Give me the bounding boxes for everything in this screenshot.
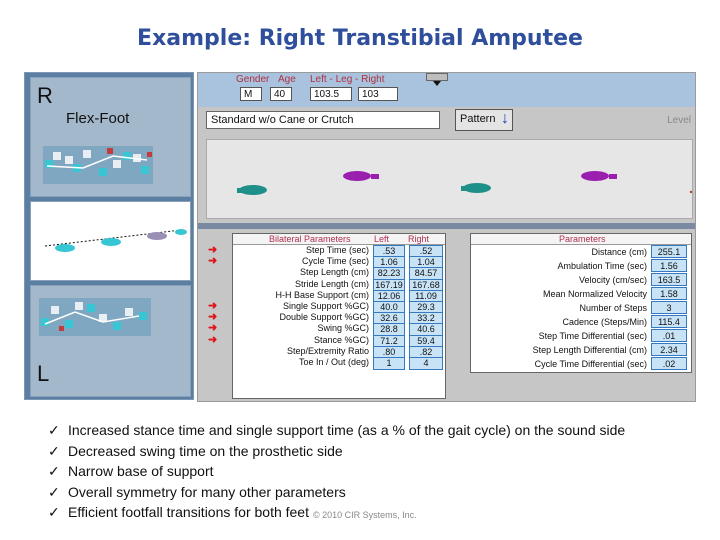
parameter-label: Step Length Differential (cm) [532,345,647,355]
table-row [471,329,691,343]
footfall-overview-graphic [31,202,192,282]
list-item [48,461,718,482]
right-value: 40.6 [409,323,443,336]
right-value: 29.3 [409,301,443,314]
findings-list [48,420,718,523]
table-row [471,301,691,315]
table-row [471,357,691,371]
table-row [233,256,445,267]
list-item [48,441,718,462]
left-value: 1 [373,357,405,370]
right-value: 33.2 [409,312,443,325]
footprints-graphic [207,140,694,220]
table-row [471,259,691,273]
parameter-label: Stance %GC) [313,334,369,345]
table-row [233,346,445,357]
check-mark-icon: ✓ [48,442,60,459]
right-value: 4 [409,357,443,370]
parameter-value: .01 [651,329,687,342]
left-value: 12.06 [373,290,405,303]
parameter-label: Toe In / Out (deg) [298,356,369,367]
dropdown-button[interactable] [426,73,448,81]
table-row [471,273,691,287]
right-value: .52 [409,245,443,258]
left-value: 28.8 [373,323,405,336]
parameter-label: Step Length (cm) [299,267,369,278]
parameter-label: Cadence (Steps/Min) [562,317,647,327]
leg-length-label: Left - Leg - Right [310,74,385,85]
right-value: 84.57 [409,267,443,280]
right-leg-field[interactable]: 103 [358,87,398,101]
red-arrow-icon: ➜ [208,333,218,346]
left-value: 32.6 [373,312,405,325]
right-column-header: Right [408,234,430,244]
parameter-label: Step Time Differential (sec) [538,331,647,341]
gender-label: Gender [236,74,270,85]
table-row [471,343,691,357]
left-column-header: Left [374,234,390,244]
parameter-label: Distance (cm) [591,247,647,257]
table-row [471,315,691,329]
device-label: Flex-Foot [66,110,130,127]
footfall-overview [30,201,191,281]
red-arrow-icon: ➜ [208,311,218,324]
right-value: 1.04 [409,256,443,269]
finding-text: Increased stance time and single support time (as a % of the gait cycle) on the sound side [68,422,626,438]
left-value: 71.2 [373,335,405,348]
left-value: 167.19 [373,279,405,292]
bilateral-title: Bilateral Parameters [269,234,351,244]
red-arrow-icon: ➜ [208,255,218,268]
parameter-label: Number of Steps [579,303,647,313]
table-row [233,245,445,256]
level-label: Level [667,115,691,126]
parameter-label: Cycle Time Differential (sec) [534,359,647,369]
table-row [233,357,445,368]
parameter-label: Mean Normalized Velocity [542,289,647,299]
parameters-table [470,233,692,373]
finding-text: Decreased swing time on the prosthetic side [68,442,343,459]
parameter-label: H-H Base Support (cm) [275,289,369,300]
table-row [233,312,445,323]
check-mark-icon: ✓ [48,483,60,500]
right-side-label: R [37,83,53,108]
parameter-value: 2.34 [651,343,687,356]
right-pressure-map-graphic [31,78,192,198]
table-row [233,267,445,278]
table-row [233,335,445,346]
parameter-label: Step/Extremity Ratio [286,345,369,356]
pattern-button-label: Pattern [460,113,496,125]
parameter-value: 3 [651,301,687,314]
finding-text: Overall symmetry for many other parameters [68,483,346,500]
parameter-label: Ambulation Time (sec) [557,261,647,271]
left-value: 40.0 [373,301,405,314]
patient-header [198,73,696,107]
left-value: 1.06 [373,256,405,269]
parameter-label: Single Support %GC) [282,300,369,311]
check-mark-icon: ✓ [48,463,60,479]
parameter-label: Double Support %GC) [279,312,369,323]
parameter-label: Cycle Time (sec) [301,256,369,267]
triangle-down-icon [427,81,447,87]
check-mark-icon: ✓ [48,504,60,520]
bilateral-header-row [233,234,445,245]
parameter-value: 163.5 [651,273,687,286]
parameter-value: 115.4 [651,315,687,328]
slide-title: Example: Right Transtibial Amputee [137,26,583,51]
red-arrow-icon: ➜ [208,322,218,335]
parameter-label: Step Time (sec) [305,245,369,255]
right-pressure-map [30,77,191,197]
condition-field[interactable]: Standard w/o Cane or Crutch [206,111,440,129]
table-row [471,245,691,259]
table-row [233,279,445,290]
right-value: .82 [409,346,443,359]
table-row [471,287,691,301]
parameter-value: 1.58 [651,287,687,300]
table-row [233,290,445,301]
right-value: 59.4 [409,335,443,348]
red-arrow-icon: ➜ [208,244,218,256]
right-value: 167.68 [409,279,443,292]
age-label: Age [278,74,296,85]
parameter-label: Stride Length (cm) [294,278,369,289]
section-divider [198,223,696,229]
table-row [233,301,445,312]
parameter-label: Swing %GC) [317,323,369,334]
left-value: 82.23 [373,267,405,280]
table-row [233,323,445,334]
copyright-notice: © 2010 CIR Systems, Inc. [313,510,417,520]
left-pressure-map [30,285,191,397]
arrow-down-icon: ↓ [501,110,509,127]
parameters-header-row [471,234,691,245]
list-item [48,420,718,441]
red-arrow-icon: ➜ [208,300,218,312]
parameter-value: .02 [651,357,687,370]
left-leg-field[interactable]: 103.5 [310,87,352,101]
finding-text: Narrow base of support [68,463,214,479]
left-side-label: L [37,361,50,386]
left-value: .53 [373,245,405,258]
pattern-button[interactable] [455,109,513,131]
parameter-value: 255.1 [651,245,687,258]
finding-text: Efficient footfall transitions for both feet [68,504,309,520]
parameters-title: Parameters [559,234,606,244]
left-value: .80 [373,346,405,359]
gender-field[interactable]: M [240,87,262,101]
age-field[interactable]: 40 [270,87,292,101]
parameter-value: 1.56 [651,259,687,272]
parameter-label: Velocity (cm/sec) [578,275,647,285]
list-item [48,482,718,503]
right-value: 11.09 [409,290,443,303]
bilateral-parameters-table [232,233,446,399]
footfall-pattern-area [206,139,693,219]
check-mark-icon: ✓ [48,422,60,438]
gait-analysis-window [197,72,696,402]
left-pressure-map-graphic [31,286,192,398]
